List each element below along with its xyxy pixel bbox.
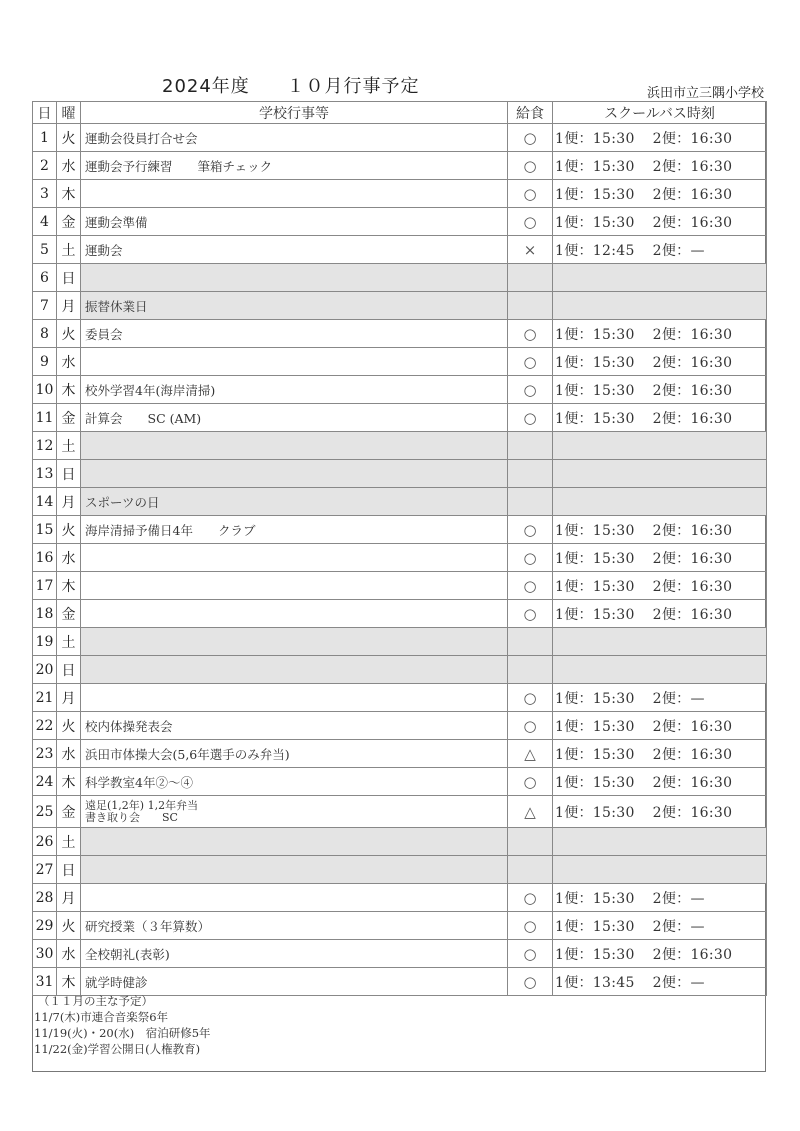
day-cell: 1 <box>33 124 57 152</box>
weekday-cell: 水 <box>57 152 81 180</box>
day-cell: 30 <box>33 940 57 968</box>
weekday-cell: 土 <box>57 236 81 264</box>
events-cell <box>81 884 508 912</box>
events-cell <box>81 264 508 292</box>
lunch-mark: ○ <box>508 712 553 740</box>
weekday-cell: 日 <box>57 264 81 292</box>
events-cell <box>81 292 508 320</box>
event-text: 計算会 SC (AM) <box>85 410 202 426</box>
bus-second-time: 2便：— <box>652 918 705 935</box>
table-row <box>33 264 767 292</box>
lunch-mark: × <box>508 236 553 264</box>
table-row <box>33 544 767 572</box>
bus-times-cell <box>553 740 767 768</box>
table-row <box>33 376 767 404</box>
events-cell <box>81 940 508 968</box>
bus-first-time: 1便：15:30 <box>555 354 635 371</box>
weekday-cell: 土 <box>57 628 81 656</box>
day-cell: 2 <box>33 152 57 180</box>
bus-second-time: 2便：16:30 <box>652 214 733 231</box>
bus-second-time: 2便：16:30 <box>652 606 733 623</box>
weekday-cell: 土 <box>57 828 81 856</box>
table-row <box>33 180 767 208</box>
day-cell: 4 <box>33 208 57 236</box>
bus-times-cell <box>553 208 767 236</box>
day-cell: 31 <box>33 968 57 996</box>
weekday-cell: 金 <box>57 796 81 828</box>
table-row <box>33 628 767 656</box>
event-text: 就学時健診 <box>85 974 148 990</box>
weekday-cell: 木 <box>57 968 81 996</box>
events-cell <box>81 656 508 684</box>
lunch-mark: ○ <box>508 968 553 996</box>
events-cell <box>81 376 508 404</box>
day-cell: 29 <box>33 912 57 940</box>
lunch-mark: ○ <box>508 884 553 912</box>
bus-times-cell <box>553 488 767 516</box>
bus-times-cell <box>553 180 767 208</box>
bus-first-time: 1便：15:30 <box>555 890 635 907</box>
bus-second-time: 2便：16:30 <box>652 326 733 343</box>
document-title <box>162 72 420 98</box>
bus-first-time: 1便：15:30 <box>555 578 635 595</box>
events-cell <box>81 516 508 544</box>
day-cell: 24 <box>33 768 57 796</box>
table-row <box>33 884 767 912</box>
bus-second-time: 2便：— <box>652 690 705 707</box>
events-cell <box>81 180 508 208</box>
lunch-mark: ○ <box>508 940 553 968</box>
lunch-mark: ○ <box>508 768 553 796</box>
lunch-mark <box>508 264 553 292</box>
table-row <box>33 432 767 460</box>
bus-first-time: 1便：15:30 <box>555 746 635 763</box>
bus-first-time: 1便：12:45 <box>555 242 635 259</box>
day-cell: 18 <box>33 600 57 628</box>
bus-first-time: 1便：15:30 <box>555 158 635 175</box>
bus-first-time: 1便：15:30 <box>555 918 635 935</box>
table-row <box>33 152 767 180</box>
bus-first-time: 1便：15:30 <box>555 130 635 147</box>
day-cell: 16 <box>33 544 57 572</box>
day-cell: 11 <box>33 404 57 432</box>
table-row <box>33 572 767 600</box>
bus-times-cell <box>553 376 767 404</box>
lunch-mark: ○ <box>508 600 553 628</box>
col-header-dow: 曜 <box>57 102 81 124</box>
bus-first-time: 1便：13:45 <box>555 974 635 991</box>
day-cell: 25 <box>33 796 57 828</box>
table-row <box>33 740 767 768</box>
table-row <box>33 968 767 996</box>
events-cell <box>81 152 508 180</box>
event-text: 研究授業（３年算数） <box>85 918 211 934</box>
day-cell: 22 <box>33 712 57 740</box>
bus-times-cell <box>553 572 767 600</box>
lunch-mark: ○ <box>508 544 553 572</box>
event-text: 書き取り会 SC <box>85 810 178 824</box>
event-text: 科学教室4年②～④ <box>85 774 193 790</box>
bus-second-time: 2便：— <box>652 242 705 259</box>
events-cell <box>81 712 508 740</box>
weekday-cell: 日 <box>57 656 81 684</box>
weekday-cell: 水 <box>57 740 81 768</box>
bus-second-time: 2便：16:30 <box>652 354 733 371</box>
events-cell <box>81 236 508 264</box>
weekday-cell: 日 <box>57 856 81 884</box>
bus-second-time: 2便：16:30 <box>652 746 733 763</box>
month-title: １０月行事予定 <box>286 76 420 97</box>
header-row <box>33 102 767 124</box>
table-row <box>33 124 767 152</box>
table-row <box>33 292 767 320</box>
bus-times-cell <box>553 404 767 432</box>
day-cell: 9 <box>33 348 57 376</box>
bus-first-time: 1便：15:30 <box>555 550 635 567</box>
bus-second-time: 2便：16:30 <box>652 774 733 791</box>
lunch-mark: △ <box>508 796 553 828</box>
events-cell <box>81 968 508 996</box>
day-cell: 7 <box>33 292 57 320</box>
bus-second-time: 2便：16:30 <box>652 158 733 175</box>
bus-times-cell <box>553 768 767 796</box>
day-cell: 10 <box>33 376 57 404</box>
notes-item: 11/7(木)市連合音楽祭6年 <box>34 1010 169 1024</box>
events-cell <box>81 600 508 628</box>
bus-second-time: 2便：— <box>652 974 705 991</box>
events-cell <box>81 124 508 152</box>
lunch-mark: ○ <box>508 320 553 348</box>
weekday-cell: 水 <box>57 940 81 968</box>
events-cell <box>81 208 508 236</box>
event-text: 浜田市体操大会(5,6年選手のみ弁当) <box>85 746 290 762</box>
lunch-mark: ○ <box>508 348 553 376</box>
events-cell <box>81 768 508 796</box>
events-cell <box>81 348 508 376</box>
school-year: 2024年度 <box>162 76 250 97</box>
table-row <box>33 912 767 940</box>
weekday-cell: 金 <box>57 600 81 628</box>
bus-times-cell <box>553 320 767 348</box>
events-cell <box>81 572 508 600</box>
bus-first-time: 1便：15:30 <box>555 606 635 623</box>
day-cell: 17 <box>33 572 57 600</box>
weekday-cell: 火 <box>57 320 81 348</box>
weekday-cell: 月 <box>57 884 81 912</box>
day-cell: 12 <box>33 432 57 460</box>
table-row <box>33 404 767 432</box>
col-header-events: 学校行事等 <box>81 102 508 124</box>
col-header-meal: 給食 <box>508 102 553 124</box>
bus-times-cell <box>553 828 767 856</box>
lunch-mark: ○ <box>508 404 553 432</box>
event-text: 全校朝礼(表彰) <box>85 946 170 962</box>
lunch-mark <box>508 292 553 320</box>
weekday-cell: 木 <box>57 572 81 600</box>
day-cell: 26 <box>33 828 57 856</box>
day-cell: 8 <box>33 320 57 348</box>
table-row <box>33 856 767 884</box>
table-row <box>33 488 767 516</box>
lunch-mark <box>508 628 553 656</box>
lunch-mark: ○ <box>508 376 553 404</box>
bus-second-time: 2便：16:30 <box>652 718 733 735</box>
event-text: 海岸清掃予備日4年 クラブ <box>85 522 256 538</box>
notes-heading: （１１月の主な予定） <box>38 994 153 1008</box>
table-row <box>33 348 767 376</box>
schedule-table <box>32 101 767 996</box>
bus-second-time: 2便：16:30 <box>652 186 733 203</box>
bus-first-time: 1便：15:30 <box>555 186 635 203</box>
bus-first-time: 1便：15:30 <box>555 214 635 231</box>
event-text: 運動会準備 <box>85 214 148 230</box>
lunch-mark: ○ <box>508 572 553 600</box>
day-cell: 28 <box>33 884 57 912</box>
lunch-mark <box>508 856 553 884</box>
events-cell <box>81 912 508 940</box>
weekday-cell: 火 <box>57 516 81 544</box>
table-row <box>33 796 767 828</box>
day-cell: 23 <box>33 740 57 768</box>
table-row <box>33 684 767 712</box>
events-cell <box>81 740 508 768</box>
day-cell: 13 <box>33 460 57 488</box>
weekday-cell: 月 <box>57 684 81 712</box>
bus-times-cell <box>553 968 767 996</box>
lunch-mark: ○ <box>508 912 553 940</box>
lunch-mark: ○ <box>508 684 553 712</box>
lunch-mark <box>508 432 553 460</box>
lunch-mark: ○ <box>508 152 553 180</box>
lunch-mark: △ <box>508 740 553 768</box>
bus-second-time: 2便：16:30 <box>652 382 733 399</box>
bus-first-time: 1便：15:30 <box>555 410 635 427</box>
day-cell: 20 <box>33 656 57 684</box>
weekday-cell: 木 <box>57 180 81 208</box>
weekday-cell: 土 <box>57 432 81 460</box>
day-cell: 19 <box>33 628 57 656</box>
table-row <box>33 460 767 488</box>
bus-first-time: 1便：15:30 <box>555 718 635 735</box>
schedule-body <box>33 124 767 996</box>
day-cell: 3 <box>33 180 57 208</box>
bus-first-time: 1便：15:30 <box>555 326 635 343</box>
table-row <box>33 768 767 796</box>
table-row <box>33 516 767 544</box>
lunch-mark <box>508 828 553 856</box>
bus-times-cell <box>553 796 767 828</box>
bus-times-cell <box>553 940 767 968</box>
bus-times-cell <box>553 684 767 712</box>
lunch-mark <box>508 460 553 488</box>
event-text: 遠足(1,2年) 1,2年弁当 <box>85 798 199 812</box>
notes-item: 11/22(金)学習公開日(人権教育) <box>34 1042 201 1056</box>
bus-times-cell <box>553 236 767 264</box>
bus-second-time: 2便：16:30 <box>652 946 733 963</box>
events-cell <box>81 544 508 572</box>
bus-second-time: 2便：16:30 <box>652 522 733 539</box>
school-name: 浜田市立三隅小学校 <box>646 86 764 101</box>
events-cell <box>81 320 508 348</box>
bus-first-time: 1便：15:30 <box>555 804 635 821</box>
table-row <box>33 320 767 348</box>
bus-times-cell <box>553 292 767 320</box>
bus-second-time: 2便：— <box>652 890 705 907</box>
weekday-cell: 水 <box>57 544 81 572</box>
event-text: 運動会予行練習 筆箱チェック <box>85 158 273 174</box>
event-text: 運動会役員打合せ会 <box>85 130 198 146</box>
day-cell: 21 <box>33 684 57 712</box>
day-cell: 6 <box>33 264 57 292</box>
bus-first-time: 1便：15:30 <box>555 946 635 963</box>
bus-second-time: 2便：16:30 <box>652 410 733 427</box>
bus-second-time: 2便：16:30 <box>652 578 733 595</box>
lunch-mark <box>508 488 553 516</box>
weekday-cell: 木 <box>57 376 81 404</box>
col-header-bus: スクールバス時刻 <box>553 102 767 124</box>
lunch-mark: ○ <box>508 124 553 152</box>
event-text: 校内体操発表会 <box>85 718 173 734</box>
bus-times-cell <box>553 712 767 740</box>
weekday-cell: 金 <box>57 404 81 432</box>
table-row <box>33 828 767 856</box>
weekday-cell: 火 <box>57 912 81 940</box>
table-row <box>33 208 767 236</box>
event-text: 運動会 <box>85 242 123 258</box>
events-cell <box>81 460 508 488</box>
event-text: スポーツの日 <box>85 494 160 510</box>
events-cell <box>81 684 508 712</box>
table-row <box>33 236 767 264</box>
table-row <box>33 940 767 968</box>
bus-second-time: 2便：16:30 <box>652 130 733 147</box>
events-cell <box>81 828 508 856</box>
day-cell: 15 <box>33 516 57 544</box>
bus-times-cell <box>553 856 767 884</box>
table-row <box>33 712 767 740</box>
bus-times-cell <box>553 656 767 684</box>
notes-item: 11/19(火)・20(水) 宿泊研修5年 <box>34 1026 211 1040</box>
lunch-mark: ○ <box>508 180 553 208</box>
table-row <box>33 600 767 628</box>
bus-first-time: 1便：15:30 <box>555 774 635 791</box>
event-text: 委員会 <box>85 326 123 342</box>
bus-times-cell <box>553 432 767 460</box>
bus-first-time: 1便：15:30 <box>555 522 635 539</box>
weekday-cell: 金 <box>57 208 81 236</box>
weekday-cell: 水 <box>57 348 81 376</box>
events-cell <box>81 628 508 656</box>
weekday-cell: 月 <box>57 292 81 320</box>
lunch-mark: ○ <box>508 208 553 236</box>
bus-times-cell <box>553 264 767 292</box>
weekday-cell: 木 <box>57 768 81 796</box>
event-text: 校外学習4年(海岸清掃) <box>85 382 216 398</box>
bus-times-cell <box>553 152 767 180</box>
events-cell <box>81 856 508 884</box>
bus-first-time: 1便：15:30 <box>555 690 635 707</box>
bus-second-time: 2便：16:30 <box>652 804 733 821</box>
lunch-mark: ○ <box>508 516 553 544</box>
bus-times-cell <box>553 544 767 572</box>
bus-times-cell <box>553 600 767 628</box>
bus-times-cell <box>553 124 767 152</box>
day-cell: 14 <box>33 488 57 516</box>
events-cell <box>81 796 508 828</box>
events-cell <box>81 404 508 432</box>
bus-times-cell <box>553 348 767 376</box>
bus-times-cell <box>553 460 767 488</box>
bus-first-time: 1便：15:30 <box>555 382 635 399</box>
weekday-cell: 火 <box>57 124 81 152</box>
events-cell <box>81 488 508 516</box>
bus-times-cell <box>553 884 767 912</box>
november-notes <box>34 993 211 1057</box>
col-header-day: 日 <box>33 102 57 124</box>
day-cell: 27 <box>33 856 57 884</box>
events-cell <box>81 432 508 460</box>
lunch-mark <box>508 656 553 684</box>
event-text: 振替休業日 <box>85 298 148 314</box>
bus-second-time: 2便：16:30 <box>652 550 733 567</box>
bus-times-cell <box>553 912 767 940</box>
bus-times-cell <box>553 628 767 656</box>
table-row <box>33 656 767 684</box>
weekday-cell: 月 <box>57 488 81 516</box>
bus-times-cell <box>553 516 767 544</box>
weekday-cell: 日 <box>57 460 81 488</box>
day-cell: 5 <box>33 236 57 264</box>
weekday-cell: 火 <box>57 712 81 740</box>
